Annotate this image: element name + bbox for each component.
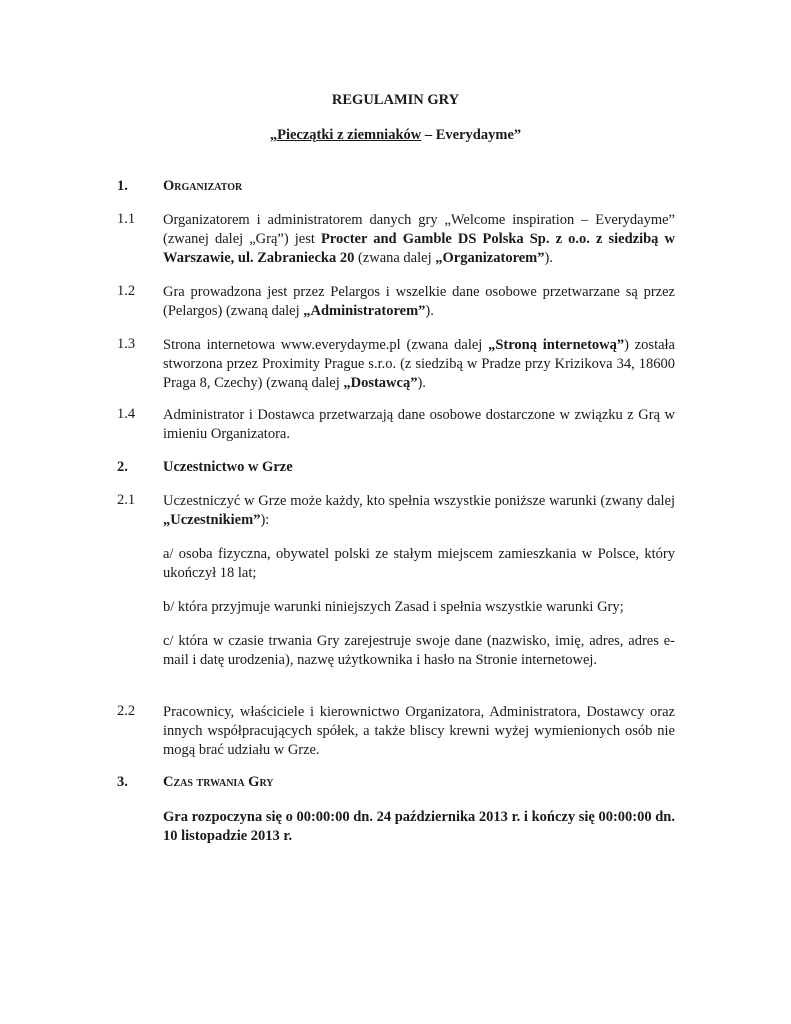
administrator-term: „Administratorem” (303, 303, 426, 319)
item-1-3-text-part: Strona internetowa www.everydayme.pl (zwana dalej (163, 337, 489, 353)
section-3-number: 3. (117, 774, 128, 790)
item-1-1-number: 1.1 (117, 211, 136, 227)
item-2-1-condition-a: a/ osoba fizyczna, obywatel polski ze stałym miejscem zamieszkania w Polsce, który ukończył 18 lat; (163, 546, 675, 581)
participant-term: „Uczestnikiem” (163, 512, 261, 528)
item-2-1-text-part: ): (260, 512, 270, 528)
item-1-2-text-part: ). (425, 303, 434, 319)
item-2-1-number: 2.1 (117, 492, 136, 508)
subtitle-rest: – Everydayme” (421, 127, 522, 143)
item-1-2-text-part: Gra prowadzona jest przez Pelargos i wszelkie dane osobowe przetwarzane są przez (Pelargos) (zwaną dalej (163, 284, 675, 319)
item-1-1-text-part: Organizatorem i administratorem danych gry „Welcome inspiration – Everydayme” (zwanej dalej „Grą”) jest (163, 212, 675, 247)
game-duration-text: Gra rozpoczyna się o 00:00:00 dn. 24 października 2013 r. i kończy się 00:00:00 dn. 10 listopadzie 2013 r. (163, 809, 675, 844)
subtitle-underlined-part: „Pieczątki z ziemniaków (269, 127, 422, 143)
item-1-2-number: 1.2 (117, 283, 136, 299)
item-1-4-number: 1.4 (117, 406, 136, 422)
item-2-1-condition-c: c/ która w czasie trwania Gry zarejestruje swoje dane (nazwisko, imię, adres, adres e-mail i datę urodzenia), nazwę użytkownika i hasło na Stronie internetowej. (163, 633, 675, 668)
item-1-1-text-part: ). (544, 250, 553, 266)
item-1-3-number: 1.3 (117, 336, 136, 352)
item-1-3-text-part: ) została stworzona przez Proximity Prague s.r.o. (z siedzibą w Pradze przy Krizikova 34, 18600 Praga 8, Czechy) (zwaną dalej (163, 337, 675, 391)
website-term: „Stroną internetową” (488, 337, 625, 353)
item-1-2-text (163, 283, 675, 321)
document-subtitle (0, 127, 791, 144)
item-1-1-text (163, 211, 675, 268)
section-1-number: 1. (117, 178, 128, 194)
item-2-2-text: Pracownicy, właściciele i kierownictwo Organizatora, Administratora, Dostawcy oraz innych współpracujących spółek, a także bliscy krewni wyżej wymienionych osób nie mogą brać udziału w Grze. (163, 704, 675, 758)
section-1-heading: Organizator (163, 178, 243, 194)
document-title: REGULAMIN GRY (331, 92, 460, 108)
item-1-1-text-part: (zwana dalej (354, 250, 436, 266)
item-1-3-text-part: ). (417, 375, 426, 391)
section-2-number: 2. (117, 459, 128, 475)
section-2-heading: Uczestnictwo w Grze (163, 459, 293, 475)
supplier-term: „Dostawcą” (343, 375, 418, 391)
section-3-heading: Czas trwania Gry (163, 774, 274, 790)
organizer-name: Procter and Gamble DS Polska Sp. z o.o. z siedzibą w Warszawie, ul. Zabraniecka 20 (163, 231, 675, 266)
item-2-1-condition-b: b/ która przyjmuje warunki niniejszych Zasad i spełnia wszystkie warunki Gry; (163, 599, 624, 615)
item-1-3-text (163, 336, 675, 393)
item-2-1-text (163, 492, 675, 530)
item-2-1-text-part: Uczestniczyć w Grze może każdy, kto spełnia wszystkie poniższe warunki (zwany dalej (163, 493, 675, 509)
organizer-term: „Organizatorem” (435, 250, 545, 266)
item-1-4-text: Administrator i Dostawca przetwarzają dane osobowe dostarczone w związku z Grą w imieniu Organizatora. (163, 407, 675, 442)
item-2-2-number: 2.2 (117, 703, 136, 719)
